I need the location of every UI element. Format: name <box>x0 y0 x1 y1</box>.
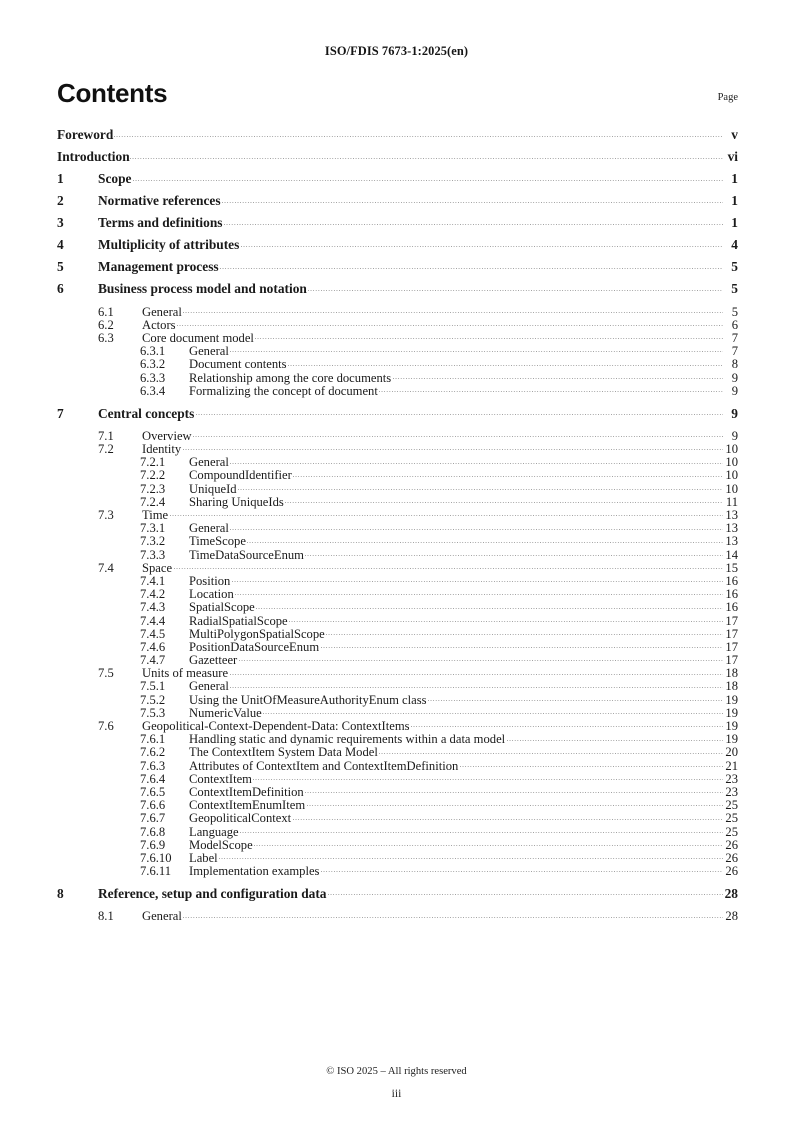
toc-entry[interactable] <box>57 192 738 214</box>
toc-dot-leader <box>222 192 722 205</box>
toc-dot-leader <box>239 652 723 665</box>
toc-entry-page-number: 10 <box>725 468 738 483</box>
toc-entry-number: 7.3.3 <box>140 547 166 562</box>
toc-entry[interactable] <box>57 356 738 372</box>
toc-dot-leader <box>220 258 722 271</box>
toc-entry-number: 7.4 <box>98 560 114 575</box>
toc-entry-title: GeopoliticalContext <box>189 811 292 826</box>
toc-entry-page-number: 9 <box>731 370 738 385</box>
toc-entry-title: Location <box>189 587 234 602</box>
toc-entry-page-number: 7 <box>731 330 738 345</box>
toc-entry[interactable] <box>57 572 738 588</box>
toc-dot-leader <box>326 625 722 638</box>
toc-entry-title: Foreword <box>57 127 114 143</box>
toc-entry[interactable] <box>57 506 738 523</box>
toc-entry-title: Normative references <box>98 193 221 209</box>
toc-entry[interactable] <box>57 717 738 734</box>
toc-entry-title: Scope <box>98 171 132 187</box>
toc-entry[interactable] <box>57 369 738 385</box>
toc-entry-page-number: 26 <box>725 837 738 852</box>
toc-entry-page-number: 20 <box>725 745 738 760</box>
toc-dot-leader <box>230 678 722 691</box>
footer-page-number: iii <box>391 1087 402 1100</box>
toc-entry-page-number: 17 <box>725 639 738 654</box>
toc-entry-title: Actors <box>142 317 176 332</box>
toc-dot-leader <box>321 638 723 651</box>
toc-dot-leader <box>411 717 722 730</box>
toc-dot-leader <box>307 797 723 810</box>
toc-entry-number: 7.3 <box>98 508 114 523</box>
toc-entry-number: 7.2.4 <box>140 494 166 509</box>
toc-entry[interactable] <box>57 316 738 332</box>
toc-entry-page-number: 13 <box>725 521 738 536</box>
toc-entry-number: 7.6.6 <box>140 798 166 813</box>
toc-entry[interactable] <box>57 258 738 280</box>
toc-dot-leader <box>224 214 722 227</box>
page-column-label: Page <box>717 91 738 103</box>
toc-entry-page-number: 25 <box>725 824 738 839</box>
toc-entry-title: ContextItemEnumItem <box>189 798 306 813</box>
toc-dot-leader <box>393 369 723 382</box>
toc-entry-page-number: v <box>731 127 738 143</box>
toc-entry-number: 7.4.1 <box>140 573 166 588</box>
toc-dot-leader <box>263 704 722 717</box>
toc-dot-leader <box>285 493 722 506</box>
page-title: Contents <box>57 78 168 108</box>
toc-dot-leader <box>219 849 722 862</box>
toc-entry-number: 7.2.2 <box>140 468 166 483</box>
toc-entry-number: 7.5.2 <box>140 692 166 707</box>
toc-entry-title: CompoundIdentifier <box>189 468 292 483</box>
toc-entry-page-number: 18 <box>725 666 738 681</box>
toc-dot-leader <box>305 546 722 559</box>
toc-dot-leader <box>183 908 722 921</box>
toc-entry-page-number: 8 <box>731 357 738 372</box>
toc-entry-page-number: 28 <box>724 886 738 902</box>
toc-entry-title: Introduction <box>57 149 130 165</box>
toc-entry-title: TimeDataSourceEnum <box>189 547 304 562</box>
toc-entry-number: 7.6.8 <box>140 824 166 839</box>
toc-entry[interactable] <box>57 236 738 258</box>
toc-entry-title: Position <box>189 573 231 588</box>
toc-entry[interactable] <box>57 625 738 641</box>
footer-copyright: © ISO 2025 – All rights reserved <box>326 1066 467 1077</box>
toc-entry-page-number: 17 <box>725 626 738 641</box>
toc-entry-title: Terms and definitions <box>98 215 223 231</box>
toc-entry-page-number: 16 <box>725 587 738 602</box>
toc-entry-title: ContextItemDefinition <box>189 784 304 799</box>
toc-entry-title: Management process <box>98 259 219 275</box>
toc-dot-leader <box>196 404 723 417</box>
toc-dot-leader <box>193 427 722 440</box>
toc-entry-title: MultiPolygonSpatialScope <box>189 626 325 641</box>
toc-entry[interactable] <box>57 652 738 668</box>
toc-dot-leader <box>235 586 722 599</box>
toc-entry[interactable] <box>57 533 738 549</box>
toc-entry-title: RadialSpatialScope <box>189 613 288 628</box>
toc-entry[interactable] <box>57 126 738 148</box>
toc-dot-leader <box>428 691 723 704</box>
toc-entry[interactable] <box>57 559 738 575</box>
toc-entry-title: TimeScope <box>189 534 246 549</box>
toc-entry-number: 3 <box>57 215 64 231</box>
toc-entry-number: 7.6.5 <box>140 784 166 799</box>
toc-entry-number: 6.3.3 <box>140 370 166 385</box>
toc-entry-page-number: 28 <box>725 909 738 924</box>
toc-entry-number: 8.1 <box>98 909 114 924</box>
toc-entry-number: 7.5.1 <box>140 679 166 694</box>
toc-entry[interactable] <box>57 863 738 879</box>
toc-entry-title: Central concepts <box>98 405 195 421</box>
toc-entry-number: 4 <box>57 237 64 253</box>
toc-entry[interactable] <box>57 382 738 398</box>
toc-entry-page-number: 9 <box>731 428 738 443</box>
toc-entry[interactable] <box>57 329 738 345</box>
toc-dot-leader <box>247 533 722 546</box>
toc-dot-leader <box>293 467 722 480</box>
toc-entry[interactable] <box>57 612 738 628</box>
toc-entry-title: Label <box>189 850 218 865</box>
toc-entry-number: 7.4.5 <box>140 626 166 641</box>
toc-entry-title: Business process model and notation <box>98 281 307 297</box>
toc-entry-page-number: 9 <box>731 383 738 398</box>
toc-entry-title: Reference, setup and configuration data <box>98 886 327 902</box>
toc-entry-title: The ContextItem System Data Model <box>189 745 378 760</box>
toc-entry-number: 7.5 <box>98 666 114 681</box>
toc-dot-leader <box>170 506 723 519</box>
toc-dot-leader <box>328 885 723 898</box>
toc-entry[interactable] <box>57 810 738 826</box>
toc-entry[interactable] <box>57 744 738 760</box>
toc-entry-page-number: 25 <box>725 811 738 826</box>
toc-dot-leader <box>460 757 723 770</box>
toc-entry-page-number: 19 <box>725 705 738 720</box>
toc-entry-number: 6.3 <box>98 330 114 345</box>
toc-entry-title: PositionDataSourceEnum <box>189 639 320 654</box>
toc-entry[interactable] <box>57 441 738 457</box>
toc-entry-page-number: 5 <box>731 304 738 319</box>
toc-entry-number: 7.4.4 <box>140 613 166 628</box>
toc-entry-page-number: 13 <box>725 534 738 549</box>
toc-entry-page-number: 10 <box>725 442 738 457</box>
toc-entry[interactable] <box>57 170 738 192</box>
toc-entry-number: 7.6.10 <box>140 850 172 865</box>
toc-dot-leader <box>230 520 722 533</box>
toc-entry-title: Core document model <box>142 330 254 345</box>
toc-entry[interactable] <box>57 586 738 602</box>
toc-entry-page-number: 1 <box>731 171 738 187</box>
toc-entry-number: 7.6.9 <box>140 837 166 852</box>
contents-header <box>57 80 738 106</box>
toc-entry[interactable] <box>57 757 738 773</box>
toc-entry-title: Time <box>142 508 169 523</box>
toc-entry-number: 7.5.3 <box>140 705 166 720</box>
toc-entry[interactable] <box>57 908 738 924</box>
toc-entry[interactable] <box>57 704 738 720</box>
toc-dot-leader <box>308 280 722 293</box>
toc-dot-leader <box>133 170 723 183</box>
toc-entry-page-number: 19 <box>725 692 738 707</box>
toc-entry-title: UniqueId <box>189 481 237 496</box>
toc-entry-title: Geopolitical-Context-Dependent-Data: ContextItems <box>142 719 410 734</box>
toc-entry-title: Sharing UniqueIds <box>189 494 284 509</box>
toc-entry[interactable] <box>57 691 738 707</box>
toc-entry-number: 7.3.1 <box>140 521 166 536</box>
toc-entry-number: 1 <box>57 171 64 187</box>
toc-entry-page-number: 15 <box>725 560 738 575</box>
toc-entry-title: Document contents <box>189 357 287 372</box>
toc-dot-leader <box>288 356 722 369</box>
toc-entry-number: 7.6.7 <box>140 811 166 826</box>
toc-entry-page-number: 18 <box>725 679 738 694</box>
toc-entry-page-number: 17 <box>725 613 738 628</box>
toc-entry[interactable] <box>57 599 738 615</box>
toc-dot-leader <box>114 126 723 139</box>
toc-entry[interactable] <box>57 665 738 681</box>
toc-entry-number: 6.3.4 <box>140 383 166 398</box>
toc-entry-page-number: 10 <box>725 481 738 496</box>
toc-entry-number: 7 <box>57 405 64 421</box>
toc-entry-title: General <box>189 455 229 470</box>
toc-entry[interactable] <box>57 520 738 536</box>
toc-dot-leader <box>293 810 723 823</box>
toc-entry-page-number: 19 <box>725 732 738 747</box>
toc-entry[interactable] <box>57 148 738 170</box>
toc-dot-leader <box>253 770 722 783</box>
toc-dot-leader <box>230 343 722 356</box>
toc-entry-number: 7.4.3 <box>140 600 166 615</box>
toc-entry-page-number: 26 <box>725 864 738 879</box>
toc-entry-title: Gazetteer <box>189 653 238 668</box>
toc-entry[interactable] <box>57 770 738 786</box>
toc-entry-title: Implementation examples <box>189 864 320 879</box>
toc-entry[interactable] <box>57 836 738 852</box>
toc-dot-leader <box>255 329 722 342</box>
toc-dot-leader <box>240 823 722 836</box>
toc-entry-page-number: 16 <box>725 573 738 588</box>
toc-entry[interactable] <box>57 885 738 907</box>
toc-entry-title: Space <box>142 560 173 575</box>
toc-entry-number: 7.6.2 <box>140 745 166 760</box>
toc-entry-page-number: 7 <box>731 344 738 359</box>
toc-dot-leader <box>241 236 723 249</box>
toc-entry-number: 7.1 <box>98 428 114 443</box>
toc-entry-page-number: 11 <box>725 494 738 509</box>
toc-entry-title: Identity <box>142 442 182 457</box>
toc-entry-page-number: 13 <box>725 508 738 523</box>
toc-entry-title: Language <box>189 824 239 839</box>
toc-entry-page-number: 6 <box>731 317 738 332</box>
toc-entry-number: 7.4.7 <box>140 653 166 668</box>
toc-dot-leader <box>289 612 722 625</box>
toc-dot-leader <box>507 731 723 744</box>
toc-entry-page-number: 26 <box>725 850 738 865</box>
toc-entry-page-number: 5 <box>731 259 738 275</box>
toc-dot-leader <box>177 316 722 329</box>
toc-entry-page-number: 19 <box>725 719 738 734</box>
toc-dot-leader <box>379 744 722 757</box>
toc-entry[interactable] <box>57 280 738 302</box>
toc-entry-number: 7.6.1 <box>140 732 166 747</box>
toc-entry-page-number: 23 <box>725 771 738 786</box>
toc-dot-leader <box>379 382 722 395</box>
toc-entry-page-number: 17 <box>725 653 738 668</box>
toc-entry-page-number: 14 <box>725 547 738 562</box>
toc-entry-title: NumericValue <box>189 705 262 720</box>
toc-entry-number: 8 <box>57 886 64 902</box>
toc-dot-leader <box>256 599 722 612</box>
toc-entry[interactable] <box>57 214 738 236</box>
toc-entry-title: General <box>189 679 229 694</box>
toc-entry-title: Units of measure <box>142 666 229 681</box>
toc-entry-title: General <box>142 304 182 319</box>
toc-entry-number: 7.2 <box>98 442 114 457</box>
toc-entry-number: 7.2.3 <box>140 481 166 496</box>
toc-entry-title: General <box>189 521 229 536</box>
toc-entry-number: 6.3.1 <box>140 344 166 359</box>
toc-entry-number: 6.1 <box>98 304 114 319</box>
toc-entry-title: Relationship among the core documents <box>189 370 392 385</box>
toc-entry[interactable] <box>57 404 738 426</box>
toc-dot-leader <box>230 454 722 467</box>
toc-entry[interactable] <box>57 303 738 319</box>
toc-dot-leader <box>238 480 722 493</box>
toc-dot-leader <box>305 783 722 796</box>
toc-entry-title: Formalizing the concept of document <box>189 383 378 398</box>
toc-entry-number: 7.6.3 <box>140 758 166 773</box>
toc-entry[interactable] <box>57 849 738 865</box>
toc-entry[interactable] <box>57 467 738 483</box>
toc-entry[interactable] <box>57 638 738 654</box>
toc-entry-number: 7.6 <box>98 719 114 734</box>
toc-entry[interactable] <box>57 797 738 813</box>
toc-entry[interactable] <box>57 493 738 509</box>
toc-entry-page-number: 4 <box>731 237 738 253</box>
toc-entry[interactable] <box>57 731 738 747</box>
toc-entry-title: General <box>189 344 229 359</box>
toc-entry[interactable] <box>57 678 738 694</box>
toc-entry-number: 7.3.2 <box>140 534 166 549</box>
toc-entry[interactable] <box>57 783 738 799</box>
table-of-contents <box>57 126 738 924</box>
toc-dot-leader <box>321 863 723 876</box>
toc-entry-page-number: 5 <box>731 281 738 297</box>
toc-dot-leader <box>174 559 723 572</box>
toc-dot-leader <box>232 572 723 585</box>
toc-entry-number: 6.2 <box>98 317 114 332</box>
toc-entry-number: 6 <box>57 281 64 297</box>
toc-entry-page-number: 16 <box>725 600 738 615</box>
toc-dot-leader <box>130 148 722 161</box>
toc-entry-number: 5 <box>57 259 64 275</box>
toc-dot-leader <box>183 303 722 316</box>
toc-entry-page-number: 1 <box>731 215 738 231</box>
toc-entry-title: Multiplicity of attributes <box>98 237 240 253</box>
toc-dot-leader <box>254 836 722 849</box>
toc-entry-number: 7.4.6 <box>140 639 166 654</box>
toc-entry[interactable] <box>57 546 738 562</box>
toc-entry-page-number: vi <box>727 149 738 165</box>
toc-dot-leader <box>183 441 723 454</box>
toc-entry-page-number: 9 <box>731 405 738 421</box>
toc-entry-number: 2 <box>57 193 64 209</box>
toc-entry-title: Attributes of ContextItem and ContextItemDefinition <box>189 758 459 773</box>
toc-entry-number: 7.6.11 <box>140 864 172 879</box>
toc-entry-page-number: 21 <box>725 758 738 773</box>
toc-entry-number: 7.6.4 <box>140 771 166 786</box>
running-header: ISO/FDIS 7673-1:2025(en) <box>324 44 469 58</box>
toc-entry-number: 7.4.2 <box>140 587 166 602</box>
toc-entry-number: 7.2.1 <box>140 455 166 470</box>
toc-entry[interactable] <box>57 480 738 496</box>
toc-entry[interactable] <box>57 823 738 839</box>
toc-entry[interactable] <box>57 427 738 443</box>
toc-entry[interactable] <box>57 343 738 359</box>
toc-entry-title: Using the UnitOfMeasureAuthorityEnum class <box>189 692 427 707</box>
toc-entry-page-number: 25 <box>725 798 738 813</box>
toc-entry[interactable] <box>57 454 738 470</box>
toc-entry-number: 6.3.2 <box>140 357 166 372</box>
toc-entry-page-number: 23 <box>725 784 738 799</box>
toc-entry-title: ContextItem <box>189 771 252 786</box>
toc-entry-title: SpatialScope <box>189 600 255 615</box>
toc-entry-title: ModelScope <box>189 837 253 852</box>
toc-entry-title: General <box>142 909 182 924</box>
toc-entry-page-number: 10 <box>725 455 738 470</box>
toc-entry-title: Overview <box>142 428 192 443</box>
toc-dot-leader <box>230 665 723 678</box>
toc-entry-title: Handling static and dynamic requirements within a data model <box>189 732 506 747</box>
toc-entry-page-number: 1 <box>731 193 738 209</box>
